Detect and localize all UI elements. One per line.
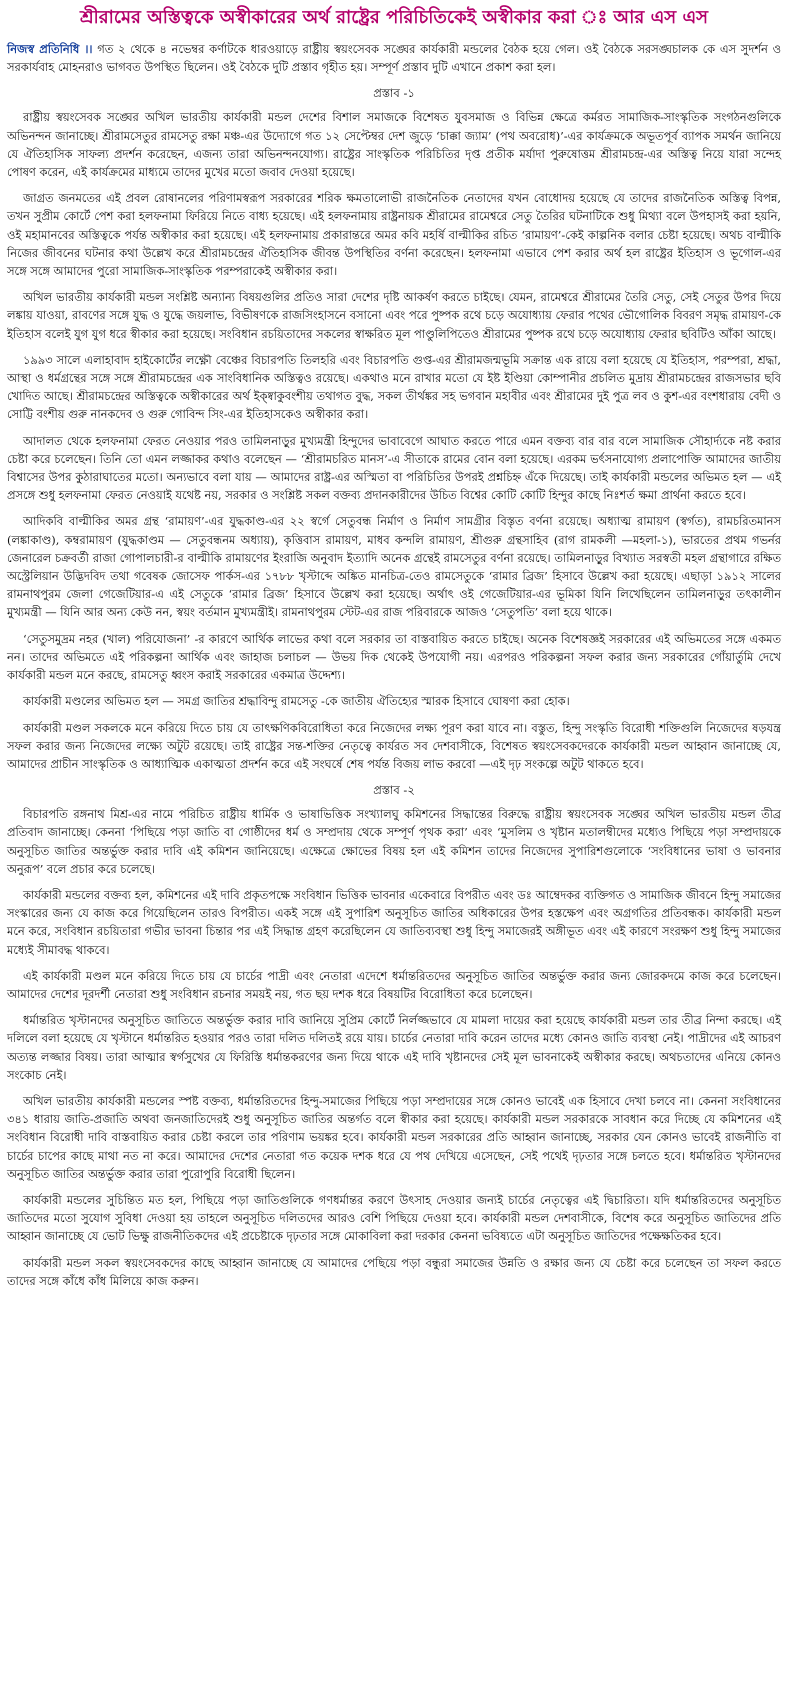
proposal-1-section [7,84,781,773]
proposal-1-paragraph-9: কার্যকারী মণ্ডল সকলকে মনে করিয়ে দিতে চায় যে তাৎক্ষণিকবিরোধিতা করে নিজেদের লক্ষ্য পূরণ করা যাবে না। বস্তুত, হিন্দু সংস্কৃতি বিরোধী শক্তিগুলি নিজেদের ষড়যন্ত্র সফল করার জন্য নিজেদের লক্ষ্যে অটুট রয়েছে। তাই রাষ্ট্রের সন্ত-শক্তির নেতৃত্বে কার্যরত সব দেশবাসীকে, বিশেষত স্বয়ংসেবকদেরকে কার্যকারী মন্ডল আহ্বান জানাচ্ছে যে, আমাদের প্রাচীন সাংস্কৃতিক ও আধ্যাত্মিক একাত্মতা প্রদর্শন করে এই সংঘর্ষে শেষ পর্যন্ত বিজয় লাভ করবো —এই দৃঢ় সংকল্পে অটুট থাকতে হবে। [7,720,781,771]
headline: শ্রীরামের অস্তিত্বকে অস্বীকারের অর্থ রাষ্ট্রের পরিচিতিকেই অস্বীকার করা ঃ আর এস এস [79,7,709,28]
proposal-2-paragraph-6: কার্যকারী মন্ডলের সুচিন্তিত মত হল, পিছিয়ে পড়া জাতিগুলিকে গণধর্মান্তর করণে উৎসাহ দেওয়ার জন্যই চার্চের নেতৃত্বের এই দ্বিচারিতা। যদি ধর্মান্তরিতদের অনুসূচিত জাতিদের মতো সুযোগ সুবিধা দেওয়া হয় তাহলে অনুসূচিত দলিতদের আরও বেশি পিছিয়ে দেওয়া হবে। কার্যকারী মন্ডল দেশবাসীকে, বিশেষ করে অনুসূচিত জাতিদের প্রতি আহ্বান জানাচ্ছে যে ভোট ভিক্ষু রাজনীতিকদের এই প্রচেষ্টাকে দৃঢ়তার সঙ্গে মোকাবিলা করা দরকার কেননা ভবিষ্যতে এটা অনুসূচিত জাতিদের পক্ষেক্ষতিকর হবে। [7,1192,781,1244]
proposal-1-paragraph-3: অখিল ভারতীয় কার্যকারী মন্ডল সংশ্লিষ্ট অন্যান্য বিষয়গুলির প্রতিও সারা দেশের দৃষ্টি আকর্ষণ করতে চাইছে। যেমন, রামেশ্বরে শ্রীরামের তৈরি সেতু, সেই সেতুর উপর দিয়ে লঙ্কায় যাওয়া, রাবণের সঙ্গে যুদ্ধ ও যুদ্ধে জয়লাভ, বিভীষণকে রাজসিংহাসনে বসানো এবং পরে পুষ্পক রথে চড়ে অযোধ্যায় ফেরার পথের ভৌগোলিক বিবরণ সমৃদ্ধ রামায়ণ-কে ইতিহাস বলেই যুগ যুগ ধরে স্বীকার করা হয়েছে। সংবিধান রচয়িতাদের সকলের স্বাক্ষরিত মূল পাণ্ডুলিপিতেও শ্রীরামের পুষ্পক রথে চড়ে অযোধ্যায় ফেরার ছবিটিও আঁকা আছে। [7,290,781,341]
proposal-1-heading: প্রস্তাব -১ [373,86,415,101]
proposal-2-paragraph-5: অখিল ভারতীয় কার্যকারী মন্ডলের স্পষ্ট বক্তব্য, ধর্মান্তরিতদের হিন্দু-সমাজের পিছিয়ে পড়া সম্প্রদায়ের সঙ্গে কোনও ভাবেই এক হিসাবে দেখা চলবে না। কেননা সংবিধানের ৩৪১ ধারায় জাতি-প্রজাতি অথবা জনজাতিদেরই শুধু অনুসূচিত জাতির অন্তর্গত বলে স্বীকার করা হয়েছে। কার্যকারী মন্ডল সরকারকে সাবধান করে দিচ্ছে যে কমিশনের এই সংবিধান বিরোধী দাবি বাস্তবায়িত করার চেষ্টা করলে তার পরিণাম ভয়ঙ্কর হবে। কার্যকারী মন্ডল সরকারের প্রতি আহ্বান জানাচ্ছে, সরকার যেন কোনও ভাবেই রাজনীতি বা চার্চের চাপের কাছে মাথা নত না করে। আমাদের দেশের নেতারা গত কয়েক দশক ধরে যে পথ দেখিয়ে এসেছেন, সেই পথেই দৃঢ়তার সঙ্গে চলতে হবে। ধর্মান্তরিত খৃস্টানদের অনুসূচিত জাতির অন্তর্ভুক্ত করার তারা পুরোপুরি বিরোধী ছিলেন। [7,1093,781,1181]
proposal-2-paragraph-4: ধর্মান্তরিত খৃস্টানদের অনুসূচিত জাতিতে অন্তর্ভুক্ত করার দাবি জানিয়ে সুপ্রিম কোর্টে নির্লজ্জভাবে যে মামলা দায়ের করা হয়েছে কার্যকারী মন্ডল তার তীব্র নিন্দা করছে। এই দলিলে বলা হয়েছে যে খৃস্টানে ধর্মান্তরিত হওয়ার পরও তারা দলিত দলিতই রয়ে যায়। চার্চের নেতারা দাবি করেন তাদের মধ্যে কোনও জাতি ব্যবস্থা নেই। পাদ্রীদের এই আচরণ অত্যন্ত লজ্জার বিষয়। তারা আত্মার স্বর্গসুখের যে ফিরিস্তি ধর্মান্তকরণের জন্য দিয়ে থাকে এই দাবি খৃষ্টানদের সেই মূল ভাবনাকেই অস্বীকার করছে। অথচতাদের এনিয়ে কোনও সংকোচ নেই। [7,1013,781,1082]
proposal-1-paragraph-8: কার্যকারী মণ্ডলের অভিমত হল — সমগ্র জাতির শ্রদ্ধাবিন্দু রামসেতু -কে জাতীয় ঐতিহ্যের স্মারক হিসাবে ঘোষণা করা হোক। [23,694,570,709]
proposal-1-paragraph-6: আদিকবি বাল্মীকির অমর গ্রন্থ ‘রামায়ণ’-এর যুদ্ধকাণ্ড-এর ২২ স্বর্গে সেতুবন্ধ নির্মাণ ও নির্মাণ সামগ্রীর বিস্তৃত বর্ণনা রয়েছে। অধ্যাত্ম রামায়ণ (স্বর্গত), রামচরিতমানস (লঙ্কাকাণ্ড), কম্বরামায়ণ (যুদ্ধকাণ্ডম — সেতুবন্ধনম অধ্যায়), কৃত্তিবাস রামায়ণ, মাধব কন্দলি রামায়ণ, শ্রীগুরু গ্রন্থসাহিব (রাগ রামকলী —মহলা-১), ভারতের প্রথম গভর্নর জেনারেল চক্রবর্তী রাজা গোপালচারী-র বাল্মীকি রামায়ণের ইংরাজি অনুবাদ ইত্যাদি অনেক গ্রন্থেই রামসেতুর বর্ণনা রয়েছে। তামিলনাড়ুর বিখ্যাত সরস্বতী মহল গ্রন্থাগারে রক্ষিত অস্ট্রেলিয়ান উদ্ভিদবিদ তথা গবেষক জোসেফ পার্কস-এর ১৭৮৮ খৃস্টাব্দে অঙ্কিত মানচিত্র-তেও রামসেতুকে ‘রামার ব্রিজ’ হিসাবে উল্লেখ করা হয়েছে। এছাড়া ১৯১২ সালের রামনাথপুরম জেলা গেজেটিয়ার-এ এই সেতুকে ‘রামার ব্রিজ’ হিসাবে উল্লেখ করা হয়েছে। অর্থাৎ ওই গেজেটিয়ার-এর ভূমিকা যিনি লিখেছিলেন তামিলনাড়ুর তৎকালীন মুখ্যমন্ত্রী — যিনি আর অন্য কেউ নন, স্বয়ং বর্তমান মুখ্যমন্ত্রীই। রামনাথপুরম স্টেট-এর রাজ পরিবারকে আজও ‘সেতুপতি’ বলা হয়ে থাকে। [7,514,781,620]
proposal-2-paragraph-2: কার্যকারী মন্ডলের বক্তব্য হল, কমিশনের এই দাবি প্রকৃতপক্ষে সংবিধান ভিত্তিক ভাবনার একেবারে বিপরীত এবং ডঃ আম্বেদকর ব্যক্তিগত ও সামাজিক জীবনে হিন্দু সমাজের সংস্কারের জন্য যে কাজ করে গিয়েছিলেন তারও বিপরীত। একই সঙ্গে এই সুপারিশ অনুসূচিত জাতির অধিকারের উপর হস্তক্ষেপ এবং অগ্রগতির প্রতিবন্ধক। কার্যকারী মন্ডল মনে করে, সংবিধান রচয়িতারা গভীর ভাবনা চিন্তার পর এই সিদ্ধান্ত গ্রহণ করেছিলেন যে জাতিব্যবস্থা শুধু হিন্দু সমাজেরই অঙ্গীভূত এবং এই কারণে সংরক্ষণ শুধু হিন্দু সমাজের মধ্যেই সীমাবদ্ধ থাকবে। [7,887,781,957]
proposal-2-paragraph-3: এই কার্যকারী মণ্ডল মনে করিয়ে দিতে চায় যে চার্চের পাদ্রী এবং নেতারা এদেশে ধর্মান্তরিতদের অনুসূচিত জাতির অন্তর্ভুক্ত করার জন্য জোরকদমে কাজ করে চলেছেন। আমাদের দেশের দূরদর্শী নেতারা শুধু সংবিধান রচনার সময়ই নয়, গত ছয় দশক ধরে বিষয়টির বিরোধিতা করে চলেছেন। [7,968,781,1001]
byline: নিজস্ব প্রতিনিধি ।। [7,42,93,56]
proposal-2-paragraph-1: বিচারপতি রঙ্গনাথ মিশ্র-এর নামে পরিচিত রাষ্ট্রীয় ধার্মিক ও ভাষাভিত্তিক সংখ্যালঘু কমিশনের সিদ্ধান্তের বিরুদ্ধে রাষ্ট্রীয় স্বয়ংসেবক সঙ্ঘের অখিল ভারতীয় মন্ডল তীব্র প্রতিবাদ জানাচ্ছে। কেননা ‘পিছিয়ে পড়া জাতি বা গোষ্ঠীদের ধর্ম ও সম্প্রদায় থেকে সম্পূর্ণ পৃথক করা’ এবং ‘মুসলিম ও খৃষ্টান মতালম্বীদের মধ্যেও পিছিয়ে পড়া সম্প্রদায়কে অনুসূচিত জাতির অন্তর্ভুক্ত করার দাবি এই কমিশন জানিয়েছে। এক্ষেত্রে ক্ষোভের বিষয় হল এই কমিশন তাদের নিজেদের সুপারিশগুলোকে ‘সংবিধানের ভাষা ও ভাবনার অনুরূপ’ বলে প্রচার করে চলেছে। [7,807,781,876]
proposal-2-section [7,781,781,1290]
proposal-1-paragraph-4: ১৯৯৩ সালে এলাহাবাদ হাইকোর্টের লক্ষ্ণৌ বেঞ্চের বিচারপতি তিলহরি এবং বিচারপতি গুপ্ত-এর শ্রীরামজন্মভূমি সক্রান্ত এক রায়ে বলা হয়েছে যে ইতিহাস, পরম্পরা, শ্রদ্ধা, আস্থা ও ধর্মগ্রন্থের সঙ্গে সঙ্গে শ্রীরামচন্দ্রের এক সাংবিধানিক অস্তিত্বও রয়েছে। একথাও মনে রাখার মতো যে ইষ্ট ইণ্ডিয়া কোম্পানীর প্রচলিত মুদ্রায় শ্রীরামচন্দ্রের রাজসভার ছবি খোদিত আছে। শ্রীরামচন্দ্রের অস্তিত্বকে অস্বীকারের অর্থ ইক্ষ্বাকুবংশীয় তথাগত বুদ্ধ, সকল তীর্থঙ্কর সহ ভগবান মহাবীর এবং শ্রীরামের দুই পুত্র লব ও কুশ-এর বংশধারায় বেদী ও সোট্টি বংশীয় গুরু নানকদেব ও গুরু গোবিন্দ সিং-এর ইতিহাসকেও অস্বীকার করা। [7,352,781,422]
intro-text: গত ২ থেকে ৪ নভেম্বর কর্ণাটকে ধারওয়াড়ে রাষ্ট্রীয় স্বয়ংসেবক সঙ্ঘের কার্যকারী মন্ডলের বৈঠক হয়ে গেল। ওই বৈঠকে সরসঙ্ঘচালক কে এস সুদর্শন ও সরকার্যবাহ মোহনরাও ভাগবত উপস্থিত ছিলেন। ওই বৈঠকে দুটি প্রস্তাব গৃহীত হয়। সম্পূর্ণ প্রস্তাব দুটি এখানে প্রকাশ করা হল। [7,42,781,75]
proposal-2-paragraph-7: কার্যকারী মন্ডল সকল স্বয়ংসেবকদের কাছে আহ্বান জানাচ্ছে যে আমাদের পেছিয়ে পড়া বন্ধুরা সমাজের উন্নতি ও রক্ষার জন্য যে চেষ্টা করে চলেছেন তা সফল করতে তাদের সঙ্গে কাঁধে কাঁধ মিলিয়ে কাজ করুন। [7,1255,781,1288]
proposal-1-paragraph-1: রাষ্ট্রীয় স্বয়ংসেবক সঙ্ঘের অখিল ভারতীয় কার্যকারী মন্ডল দেশের বিশাল সমাজকে বিশেষত যুবসমাজ ও বিভিন্ন ক্ষেত্রে কর্মরত সামাজিক-সাংস্কৃতিক সংগঠনগুলিকে অভিনন্দন জানাচ্ছে। শ্রীরামসেতুর রামসেতু রক্ষা মঞ্চ-এর উদ্যোগে গত ১২ সেপ্টেম্বর দেশ জুড়ে ‘চাক্কা জ্যাম’ (পথ অবরোধ)’-এর কার্যক্রমকে অভূতপূর্ব ব্যাপক সমর্থন জানিয়ে যে ঐতিহাসিক সাফল্য প্রদর্শন করেছেন, এজন্য তারা অভিনন্দনযোগ্য। রাষ্ট্রের সাংস্কৃতিক পরিচিতির দৃপ্ত প্রতীক মর্যাদা পুরুষোত্তম শ্রীরামচন্দ্র-এর অস্তিত্ব নিয়ে যারা সন্দেহ পোষণ করেন, এই কার্যক্রমের মাধ্যমে তাদের মুখের মতো জবাব দেওয়া হয়েছে। [7,110,781,180]
intro-paragraph [7,40,781,76]
proposal-1-paragraph-7: ‘সেতুসমুদ্রম নহর (খাল) পরিযোজনা’ -র কারণে আর্থিক লাভের কথা বলে সরকার তা বাস্তবায়িত করতে চাইছে। অনেক বিশেষজ্ঞই সরকারের এই অভিমতের সঙ্গে একমত নন। তাদের অভিমতে এই পরিকল্পনা আর্থিক এবং জাহাজ চলাচল — উভয় দিক থেকেই উপযোগী নয়। এরপরও পরিকল্পনা সফল করার জন্য সরকারের গোঁয়ার্তুমি দেখে কার্যকারী মন্ডল মনে করছে, রামসেতু ধ্বংস করাই সরকারের একমাত্র উদ্দেশ্য। [7,631,781,683]
proposal-1-paragraph-5: আদালত থেকে হলফনামা ফেরত নেওয়ার পরও তামিলনাড়ুর মুখ্যমন্ত্রী হিন্দুদের ভাবাবেগে আঘাত করতে পারে এমন বক্তব্য বার বার বলে সামাজিক সৌহার্দ্যকে নষ্ট করার চেষ্টা করে চলেছেন। তিনি তো এমন লজ্জাকর কথাও বলেছেন — ‘শ্রীরামচরিত মানস’-এ সীতাকে রামের বোন বলা হয়েছে। এরকম ভর্ৎসনাযোগ্য প্রলাপোক্তি আমাদের জাতীয় বিশ্বাসের উপর কুঠারাঘাতের মতো। অন্যভাবে বলা যায় — আমাদের রাষ্ট্র-এর অস্মিতা বা পরিচিতির উপরই প্রশ্নচিহ্ন এঁকে দিয়েছে। তাই কার্যকারী মন্ডলের অভিমত হল — এই প্রসঙ্গে শুধু হলফনামা ফেরত নেওয়াই যথেষ্ট নয়, সরকার ও সংশ্লিষ্ট সকল বক্তব্য প্রদানকারীদের উচিত বিশ্বের কোটি কোটি হিন্দুর কাছে নিঃশর্ত ক্ষমা প্রার্থনা করতে হবে। [7,433,781,503]
proposal-2-heading: প্রস্তাব -২ [373,783,415,798]
proposal-1-paragraph-2: জাগ্রত জনমতের এই প্রবল রোষানলের পরিণামস্বরূপ সরকারের শরিক ক্ষমতালোভী রাজনৈতিক নেতাদের যখন বোধোদয় হয়েছে যে তাদের রাজনৈতিক অস্তিত্ব বিপন্ন, তখন সুপ্রীম কোর্টে পেশ করা হলফনামা ফিরিয়ে নিতে বাধ্য হয়েছে। এই হলফনামায় রাষ্ট্রনায়ক শ্রীরামের রামেশ্বরে সেতু তৈরির ঘটনাটিকে শুধু মিথ্যা বলে উপহাসই করা হয়নি, ওই মহামানবের অস্তিত্বকে পর্যন্ত অস্বীকার করা হয়েছে। এই হলফনামায় প্রকারান্তরে অমর কবি মহর্ষি বাল্মীকির রচিত ‘রামায়ণ’-কেই কাল্পনিক বলার চেষ্টা হয়েছে। অথচ বাল্মীকি নিজের জীবনের ঘটনার কথা উল্লেখ করে শ্রীরামচন্দ্রের ঐতিহাসিক জীবন্ত উপস্থিতির বর্ণনা করেছেন। হলফনামা এভাবে পেশ করার অর্থ হল রাষ্ট্রের ইতিহাস ও ভূগোল-এর সঙ্গে সঙ্গে আমাদের পুরো সামাজিক-সাংস্কৃতিক পরম্পরাকেই অস্বীকার করা। [7,191,781,279]
